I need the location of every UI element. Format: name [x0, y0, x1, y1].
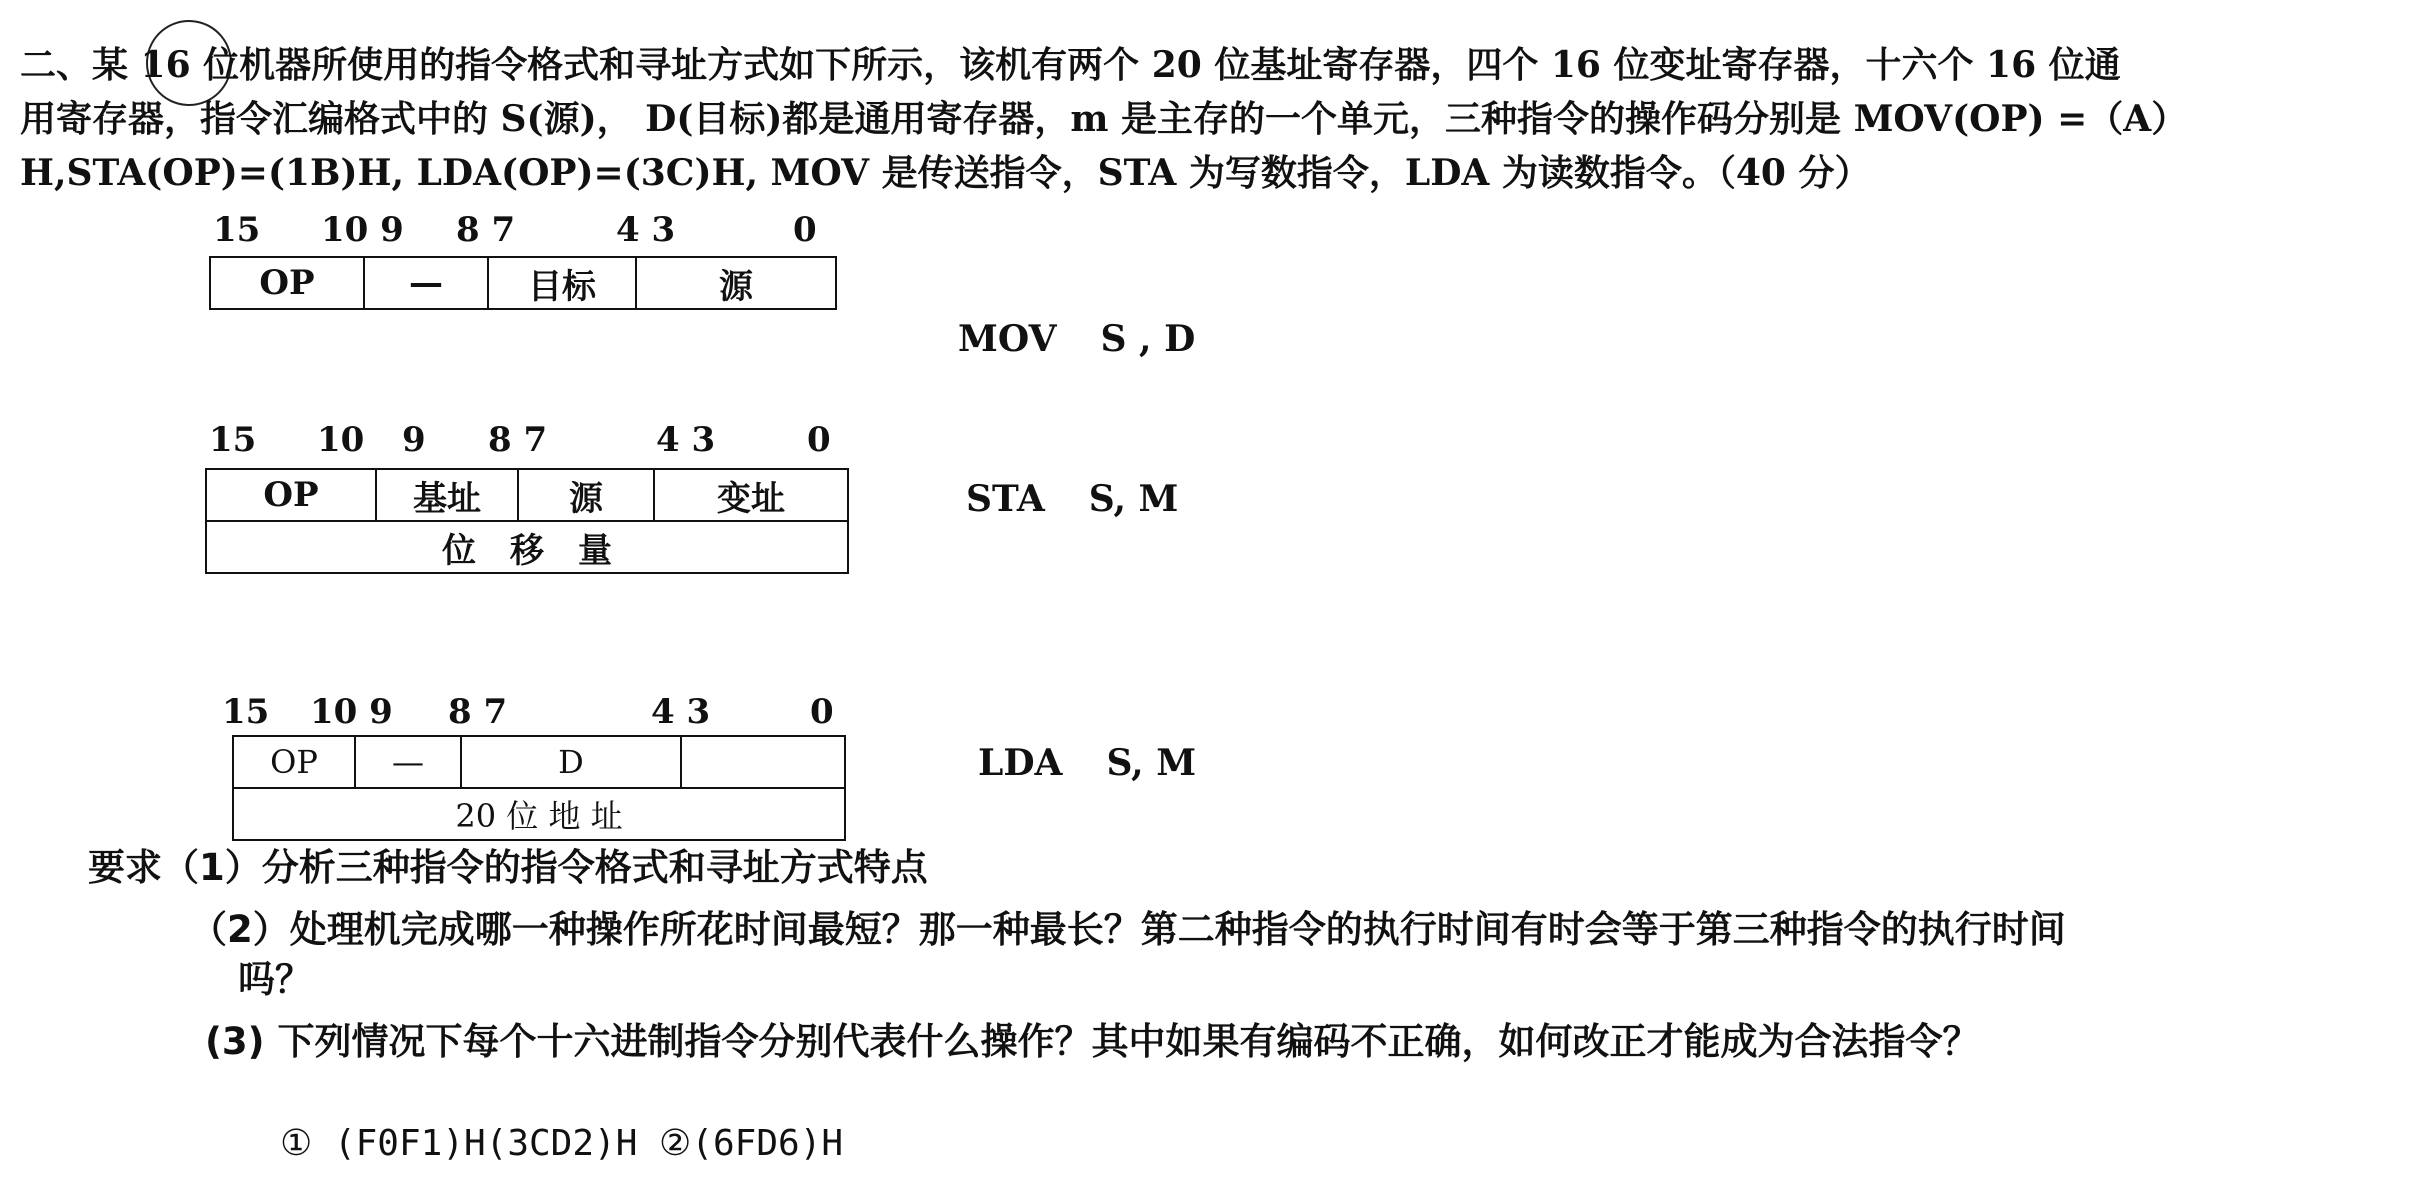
field-source: 源 — [636, 257, 836, 309]
bit-label: 0 — [810, 692, 834, 732]
bit-label: 4 3 — [616, 210, 676, 250]
field-d: D — [461, 736, 681, 788]
bit-label: 15 — [222, 692, 270, 732]
field-op: OP — [206, 469, 376, 521]
mov-instruction-format — [209, 256, 837, 310]
bit-label: 0 — [793, 210, 817, 250]
bit-label: 4 3 — [651, 692, 711, 732]
mnemonic-args: S, M — [1088, 478, 1179, 520]
sta-instruction-format — [205, 468, 849, 574]
bit-label: 10 9 — [321, 210, 404, 250]
mnemonic-op: MOV — [958, 318, 1057, 360]
sta-mnemonic — [966, 478, 1178, 520]
question-intro — [20, 38, 2400, 200]
mov-bit-positions — [213, 210, 853, 250]
mnemonic-args: S, M — [1106, 742, 1197, 784]
field-source: 源 — [518, 469, 654, 521]
bit-label: 4 3 — [656, 420, 716, 460]
lda-bit-positions — [222, 692, 862, 732]
bit-label: 8 7 — [488, 420, 548, 460]
intro-line-1: 二、某 16 位机器所使用的指令格式和寻址方式如下所示，该机有两个 20 位基址寄存器，四个 16 位变址寄存器，十六个 16 位通 — [20, 44, 2121, 86]
bit-label: 9 — [402, 420, 426, 460]
mnemonic-args: S , D — [1100, 318, 1196, 360]
bit-label: 15 — [213, 210, 261, 250]
lda-mnemonic — [978, 742, 1196, 784]
field-displacement: 位 移 量 — [206, 521, 848, 573]
field-index: 变址 — [654, 469, 848, 521]
field-blank — [681, 736, 845, 788]
bit-label: 0 — [807, 420, 831, 460]
requirement-2: （2）处理机完成哪一种操作所花时间最短？那一种最长？第二种指令的执行时间有时会等于第三种指令的执行时间 — [190, 908, 2066, 951]
bit-label: 10 — [317, 420, 365, 460]
field-op: OP — [233, 736, 355, 788]
mnemonic-op: STA — [966, 478, 1045, 520]
field-unused: — — [355, 736, 461, 788]
bit-label: 8 7 — [448, 692, 508, 732]
field-address-20bit: 20 位 地 址 — [233, 788, 845, 840]
field-target: 目标 — [488, 257, 636, 309]
field-base: 基址 — [376, 469, 518, 521]
field-op: OP — [210, 257, 364, 309]
bit-label: 10 9 — [310, 692, 393, 732]
requirement-1: 要求（1）分析三种指令的指令格式和寻址方式特点 — [88, 846, 928, 889]
intro-line-2: 用寄存器，指令汇编格式中的 S(源)， D(目标)都是通用寄存器，m 是主存的一个单元，三种指令的操作码分别是 MOV(OP) =（A） — [20, 98, 2188, 140]
mov-mnemonic — [958, 318, 1195, 360]
requirement-3: (3) 下列情况下每个十六进制指令分别代表什么操作？其中如果有编码不正确，如何改正才能成为合法指令？ — [205, 1020, 1980, 1063]
intro-line-3: H,STA(OP)=(1B)H, LDA(OP)=(3C)H, MOV 是传送指令，STA 为写数指令，LDA 为读数指令。（40 分） — [20, 152, 1871, 194]
lda-instruction-format — [232, 735, 846, 841]
bit-label: 15 — [209, 420, 257, 460]
sta-bit-positions — [209, 420, 869, 460]
field-unused: — — [364, 257, 488, 309]
requirement-2-continued: 吗？ — [238, 958, 312, 1001]
mnemonic-op: LDA — [978, 742, 1063, 784]
hex-instruction-items: ① (F0F1)H(3CD2)H ②(6FD6)H — [280, 1123, 844, 1164]
bit-label: 8 7 — [456, 210, 516, 250]
